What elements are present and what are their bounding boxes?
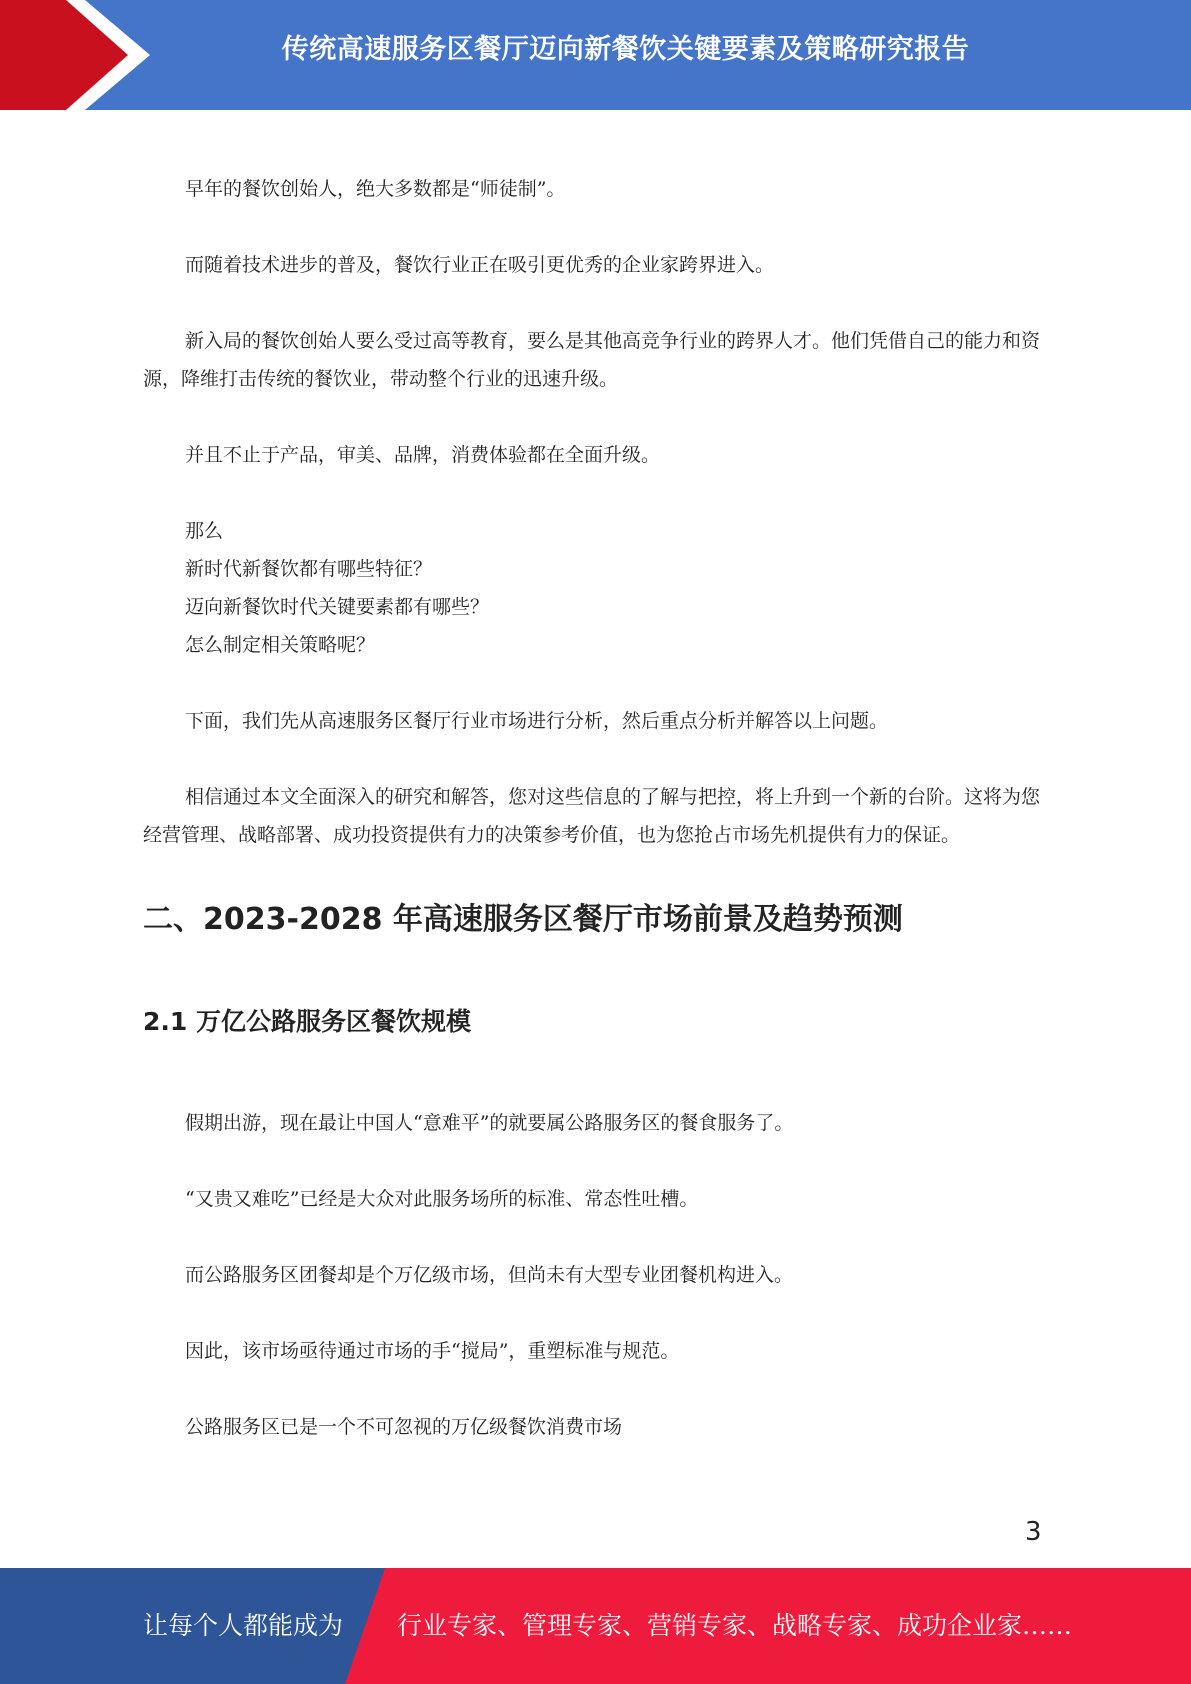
paragraph: 公路服务区已是一个不可忽视的万亿级餐饮消费市场 [185,1416,623,1438]
paragraph: 而随着技术进步的普及，餐饮行业正在吸引更优秀的企业家跨界进入。 [185,254,775,276]
header-title: 传统高速服务区餐厅迈向新餐饮关键要素及策略研究报告 [281,34,970,65]
paragraph: 而公路服务区团餐却是个万亿级市场，但尚未有大型专业团餐机构进入。 [185,1264,794,1286]
paragraph: “又贵又难吃”已经是大众对此服务场所的标准、常态性吐槽。 [185,1188,699,1210]
paragraph: 因此，该市场亟待通过市场的手“搅局”，重塑标准与规范。 [185,1340,680,1362]
page-header [0,0,1191,110]
paragraph: 相信通过本文全面深入的研究和解答，您对这些信息的了解与把控，将上升到一个新的台阶。这将为您经营管理、战略部署、成功投资提供有力的决策参考价值，也为您抢占市场先机提供有力的保证。 [143,786,1041,846]
paragraph: 下面，我们先从高速服务区餐厅行业市场进行分析，然后重点分析并解答以上问题。 [185,710,889,732]
paragraph: 并且不止于产品，审美、品牌，消费体验都在全面升级。 [185,444,661,466]
paragraph: 假期出游，现在最让中国人“意难平”的就要属公路服务区的餐食服务了。 [185,1112,794,1134]
paragraph: 早年的餐饮创始人，绝大多数都是“师徒制”。 [185,178,566,200]
question-line: 那么 [185,520,224,542]
section-heading: 二、2023-2028 年高速服务区餐厅市场前景及趋势预测 [143,902,903,937]
document-body [143,170,1048,1446]
subsection-heading: 2.1 万亿公路服务区餐饮规模 [143,1007,471,1036]
footer-slogan-right: 行业专家、管理专家、营销专家、战略专家、成功企业家…… [397,1611,1073,1640]
question-line: 新时代新餐饮都有哪些特征？ [185,558,433,580]
question-line: 怎么制定相关策略呢？ [185,634,376,656]
paragraph: 新入局的餐饮创始人要么受过高等教育，要么是其他高竞争行业的跨界人才。他们凭借自己的能力和资源，降维打击传统的餐饮业，带动整个行业的迅速升级。 [143,330,1041,390]
question-line: 迈向新餐饮时代关键要素都有哪些？ [185,596,490,618]
page-number: 3 [1025,1517,1042,1547]
footer-slogan-left: 让每个人都能成为 [143,1611,344,1640]
page-footer [0,1568,1191,1684]
